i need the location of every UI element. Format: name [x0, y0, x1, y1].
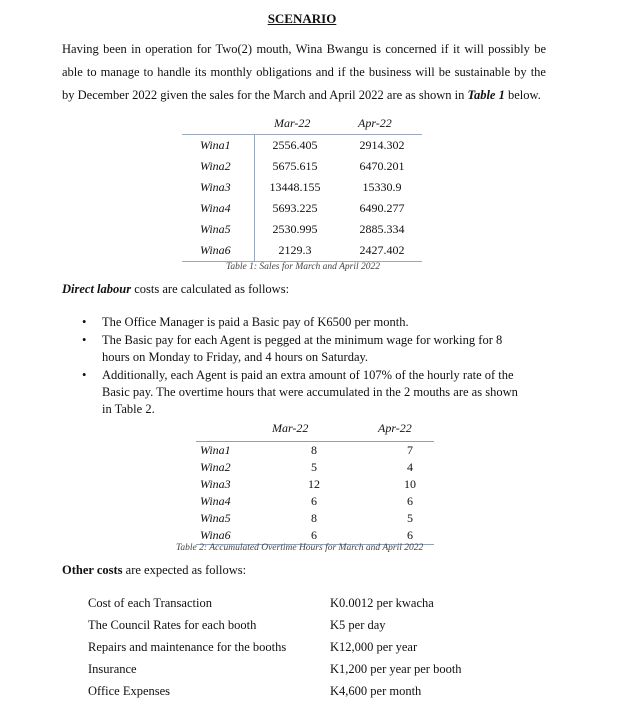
table-row: [196, 459, 434, 476]
cell-mar: 13448.155: [254, 177, 335, 198]
bullet-text: The Office Manager is paid a Basic pay of K6500 per month.: [102, 315, 409, 329]
row-name: Wina2: [200, 159, 231, 173]
sales-header-mar: Mar-22: [274, 116, 311, 130]
cost-value: K4,600 per month: [330, 684, 422, 698]
overtime-table: [196, 419, 434, 545]
cell-mar: 5675.615: [254, 156, 335, 177]
cell-apr: 6: [407, 528, 413, 542]
row-name: Wina1: [200, 443, 231, 457]
direct-labour-rest: costs are calculated as follows:: [131, 282, 290, 296]
other-costs-list: [88, 594, 508, 704]
sales-table: [182, 114, 422, 262]
list-item: [80, 332, 530, 366]
cell-mar: 5: [311, 460, 317, 474]
overtime-header-mar: Mar-22: [272, 421, 309, 435]
table-row: [182, 156, 422, 177]
row-name: Wina2: [200, 460, 231, 474]
cell-apr: 5: [407, 511, 413, 525]
cost-value: K0.0012 per kwacha: [330, 596, 434, 610]
sales-header-apr: Apr-22: [358, 116, 392, 130]
cell-mar: 12: [308, 477, 320, 491]
list-item: [88, 638, 508, 660]
table-row: [182, 219, 422, 240]
cell-mar: 8: [311, 511, 317, 525]
cell-apr: 2885.334: [359, 222, 405, 236]
cell-apr: 2914.302: [359, 138, 405, 152]
row-name: Wina3: [200, 180, 231, 194]
list-item: [88, 660, 508, 682]
intro-table-ref: Table 1: [467, 88, 505, 102]
other-costs-heading: [62, 563, 246, 578]
table-row: [196, 493, 434, 510]
cell-mar: 5693.225: [254, 198, 335, 219]
cell-apr: 10: [404, 477, 416, 491]
cost-label: Repairs and maintenance for the booths: [88, 640, 287, 654]
cell-apr: 6490.277: [359, 201, 405, 215]
list-item: [88, 594, 508, 616]
overtime-table-header: [196, 419, 434, 442]
table-row: [182, 198, 422, 219]
intro-lead: Having been in operation for Two(2) mouth, Wina Bwangu is concerned if it will possibly be able to manage to handle its monthly obligations and if the business will be sustainable by the by December 2022 given the sales for the March and April 2022 are as shown in: [62, 42, 546, 102]
bullet-icon: •: [82, 368, 87, 382]
bullet-icon: •: [82, 333, 87, 347]
direct-labour-heading: [62, 282, 289, 297]
row-name: Wina3: [200, 477, 231, 491]
bullet-text: Additionally, each Agent is paid an extra amount of 107% of the hourly rate of the Basic pay. The overtime hours that were accumulated in the 2 mouths are as shown in Table 2.: [102, 368, 518, 416]
cost-value: K5 per day: [330, 618, 386, 632]
row-name: Wina6: [200, 243, 231, 257]
table-row: [182, 135, 422, 156]
intro-tail: below.: [504, 88, 541, 102]
cell-mar: 6: [311, 494, 317, 508]
cell-apr: 6: [407, 494, 413, 508]
cost-label: Office Expenses: [88, 684, 171, 698]
sales-table-caption: Table 1: Sales for March and April 2022: [226, 262, 381, 272]
cell-mar: 2129.3: [254, 240, 335, 261]
row-name: Wina4: [200, 494, 231, 508]
cell-apr: 6470.201: [359, 159, 405, 173]
list-item: [80, 314, 530, 331]
table-row: [196, 442, 434, 459]
cost-value: K1,200 per year per booth: [330, 662, 462, 676]
bullet-icon: •: [82, 315, 87, 329]
list-item: [88, 682, 508, 704]
list-item: [88, 616, 508, 638]
table-row: [196, 476, 434, 493]
cell-apr: 4: [407, 460, 413, 474]
row-name: Wina4: [200, 201, 231, 215]
row-name: Wina5: [200, 222, 231, 236]
cell-apr: 15330.9: [362, 180, 402, 194]
direct-labour-bold: Direct labour: [62, 282, 132, 296]
cost-label: Insurance: [88, 662, 137, 676]
cell-mar: 8: [311, 443, 317, 457]
page-title: SCENARIO: [267, 11, 337, 26]
labour-bullet-list: [80, 314, 530, 419]
cell-mar: 2530.995: [254, 219, 335, 240]
row-name: Wina6: [200, 528, 231, 542]
cell-apr: 2427.402: [359, 243, 405, 257]
cost-label: The Council Rates for each booth: [88, 618, 257, 632]
overtime-header-apr: Apr-22: [378, 421, 412, 435]
row-name: Wina1: [200, 138, 231, 152]
sales-table-header: [182, 114, 422, 135]
cost-value: K12,000 per year: [330, 640, 418, 654]
row-name: Wina5: [200, 511, 231, 525]
cell-mar: 6: [311, 528, 317, 542]
table-row: [182, 177, 422, 198]
table-row: [182, 240, 422, 262]
cost-label: Cost of each Transaction: [88, 596, 212, 610]
cell-apr: 7: [407, 443, 413, 457]
table-row: [196, 510, 434, 527]
overtime-table-caption: Table 2: Accumulated Overtime Hours for March and April 2022: [176, 543, 424, 553]
cell-mar: 2556.405: [254, 135, 335, 156]
list-item: [80, 367, 530, 418]
other-costs-bold: Other costs: [62, 563, 123, 577]
other-costs-rest: are expected as follows:: [122, 563, 247, 577]
bullet-text: The Basic pay for each Agent is pegged at the minimum wage for working for 8 hours on Monday to Friday, and 4 hours on Saturday.: [102, 333, 503, 364]
intro-paragraph: [62, 38, 546, 107]
